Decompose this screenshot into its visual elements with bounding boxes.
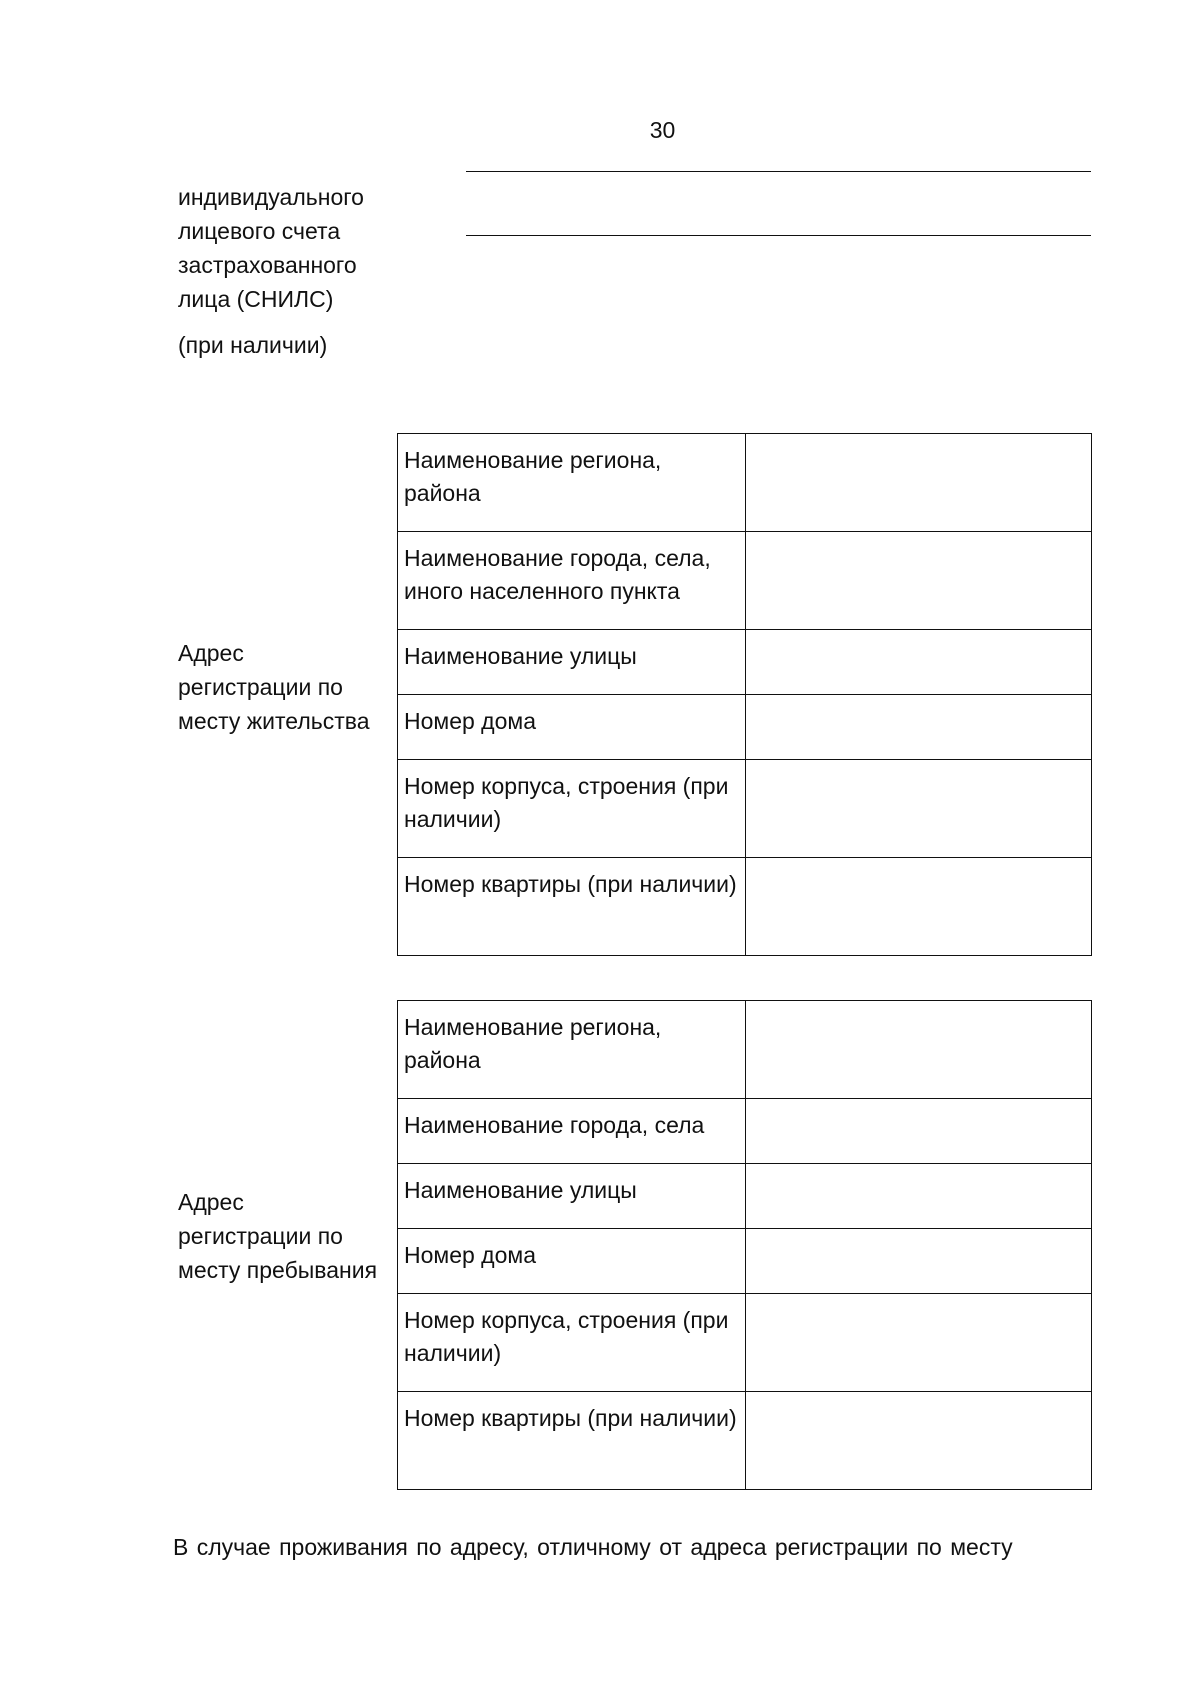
stay-address-label-line: месту пребывания [178,1257,378,1283]
table-row [398,1294,1092,1392]
street-label: Наименование улицы [398,630,746,695]
apartment-value-field[interactable] [746,1392,1092,1490]
house-label: Номер дома [398,695,746,760]
street-value-field[interactable] [746,630,1092,695]
table-row [398,532,1092,630]
residence-address-table [397,433,1092,956]
street-label: Наименование улицы [398,1164,746,1229]
house-value-field[interactable] [746,1229,1092,1294]
house-value-field[interactable] [746,695,1092,760]
street-value-field[interactable] [746,1164,1092,1229]
snils-fill-line-2[interactable] [466,235,1091,236]
snils-fill-line-1[interactable] [466,171,1091,172]
residence-address-label-line: регистрации по [178,674,343,700]
table-row [398,1164,1092,1229]
table-row [398,1099,1092,1164]
snils-note: (при наличии) [178,332,328,358]
stay-address-label-line: регистрации по [178,1223,343,1249]
table-row [398,1001,1092,1099]
snils-label [178,180,448,316]
house-label: Номер дома [398,1229,746,1294]
table-row [398,760,1092,858]
stay-address-label-line: Адрес [178,1189,244,1215]
apartment-value-field[interactable] [746,858,1092,956]
snils-label-line: индивидуального [178,184,364,210]
region-label: Наименование региона, района [398,434,746,532]
city-label: Наименование города, села, иного населенного пункта [398,532,746,630]
table-row [398,630,1092,695]
apartment-label: Номер квартиры (при наличии) [398,1392,746,1490]
region-value-field[interactable] [746,434,1092,532]
apartment-label: Номер квартиры (при наличии) [398,858,746,956]
table-row [398,858,1092,956]
bottom-paragraph: В случае проживания по адресу, отличному от адреса регистрации по месту [173,1534,1013,1560]
city-value-field[interactable] [746,532,1092,630]
table-row [398,695,1092,760]
residence-address-label-line: Адрес [178,640,244,666]
city-label: Наименование города, села [398,1099,746,1164]
building-value-field[interactable] [746,760,1092,858]
city-value-field[interactable] [746,1099,1092,1164]
building-value-field[interactable] [746,1294,1092,1392]
region-label: Наименование региона, района [398,1001,746,1099]
residence-address-label-line: месту жительства [178,708,370,734]
building-label: Номер корпуса, строения (при наличии) [398,1294,746,1392]
table-row [398,1392,1092,1490]
table-row [398,434,1092,532]
residence-address-label [178,636,398,738]
table-row [398,1229,1092,1294]
region-value-field[interactable] [746,1001,1092,1099]
snils-label-line: застрахованного [178,252,357,278]
snils-label-line: лица (СНИЛС) [178,286,334,312]
stay-address-label [178,1185,398,1287]
building-label: Номер корпуса, строения (при наличии) [398,760,746,858]
snils-label-line: лицевого счета [178,218,341,244]
page-number: 30 [649,117,676,143]
stay-address-table [397,1000,1092,1490]
